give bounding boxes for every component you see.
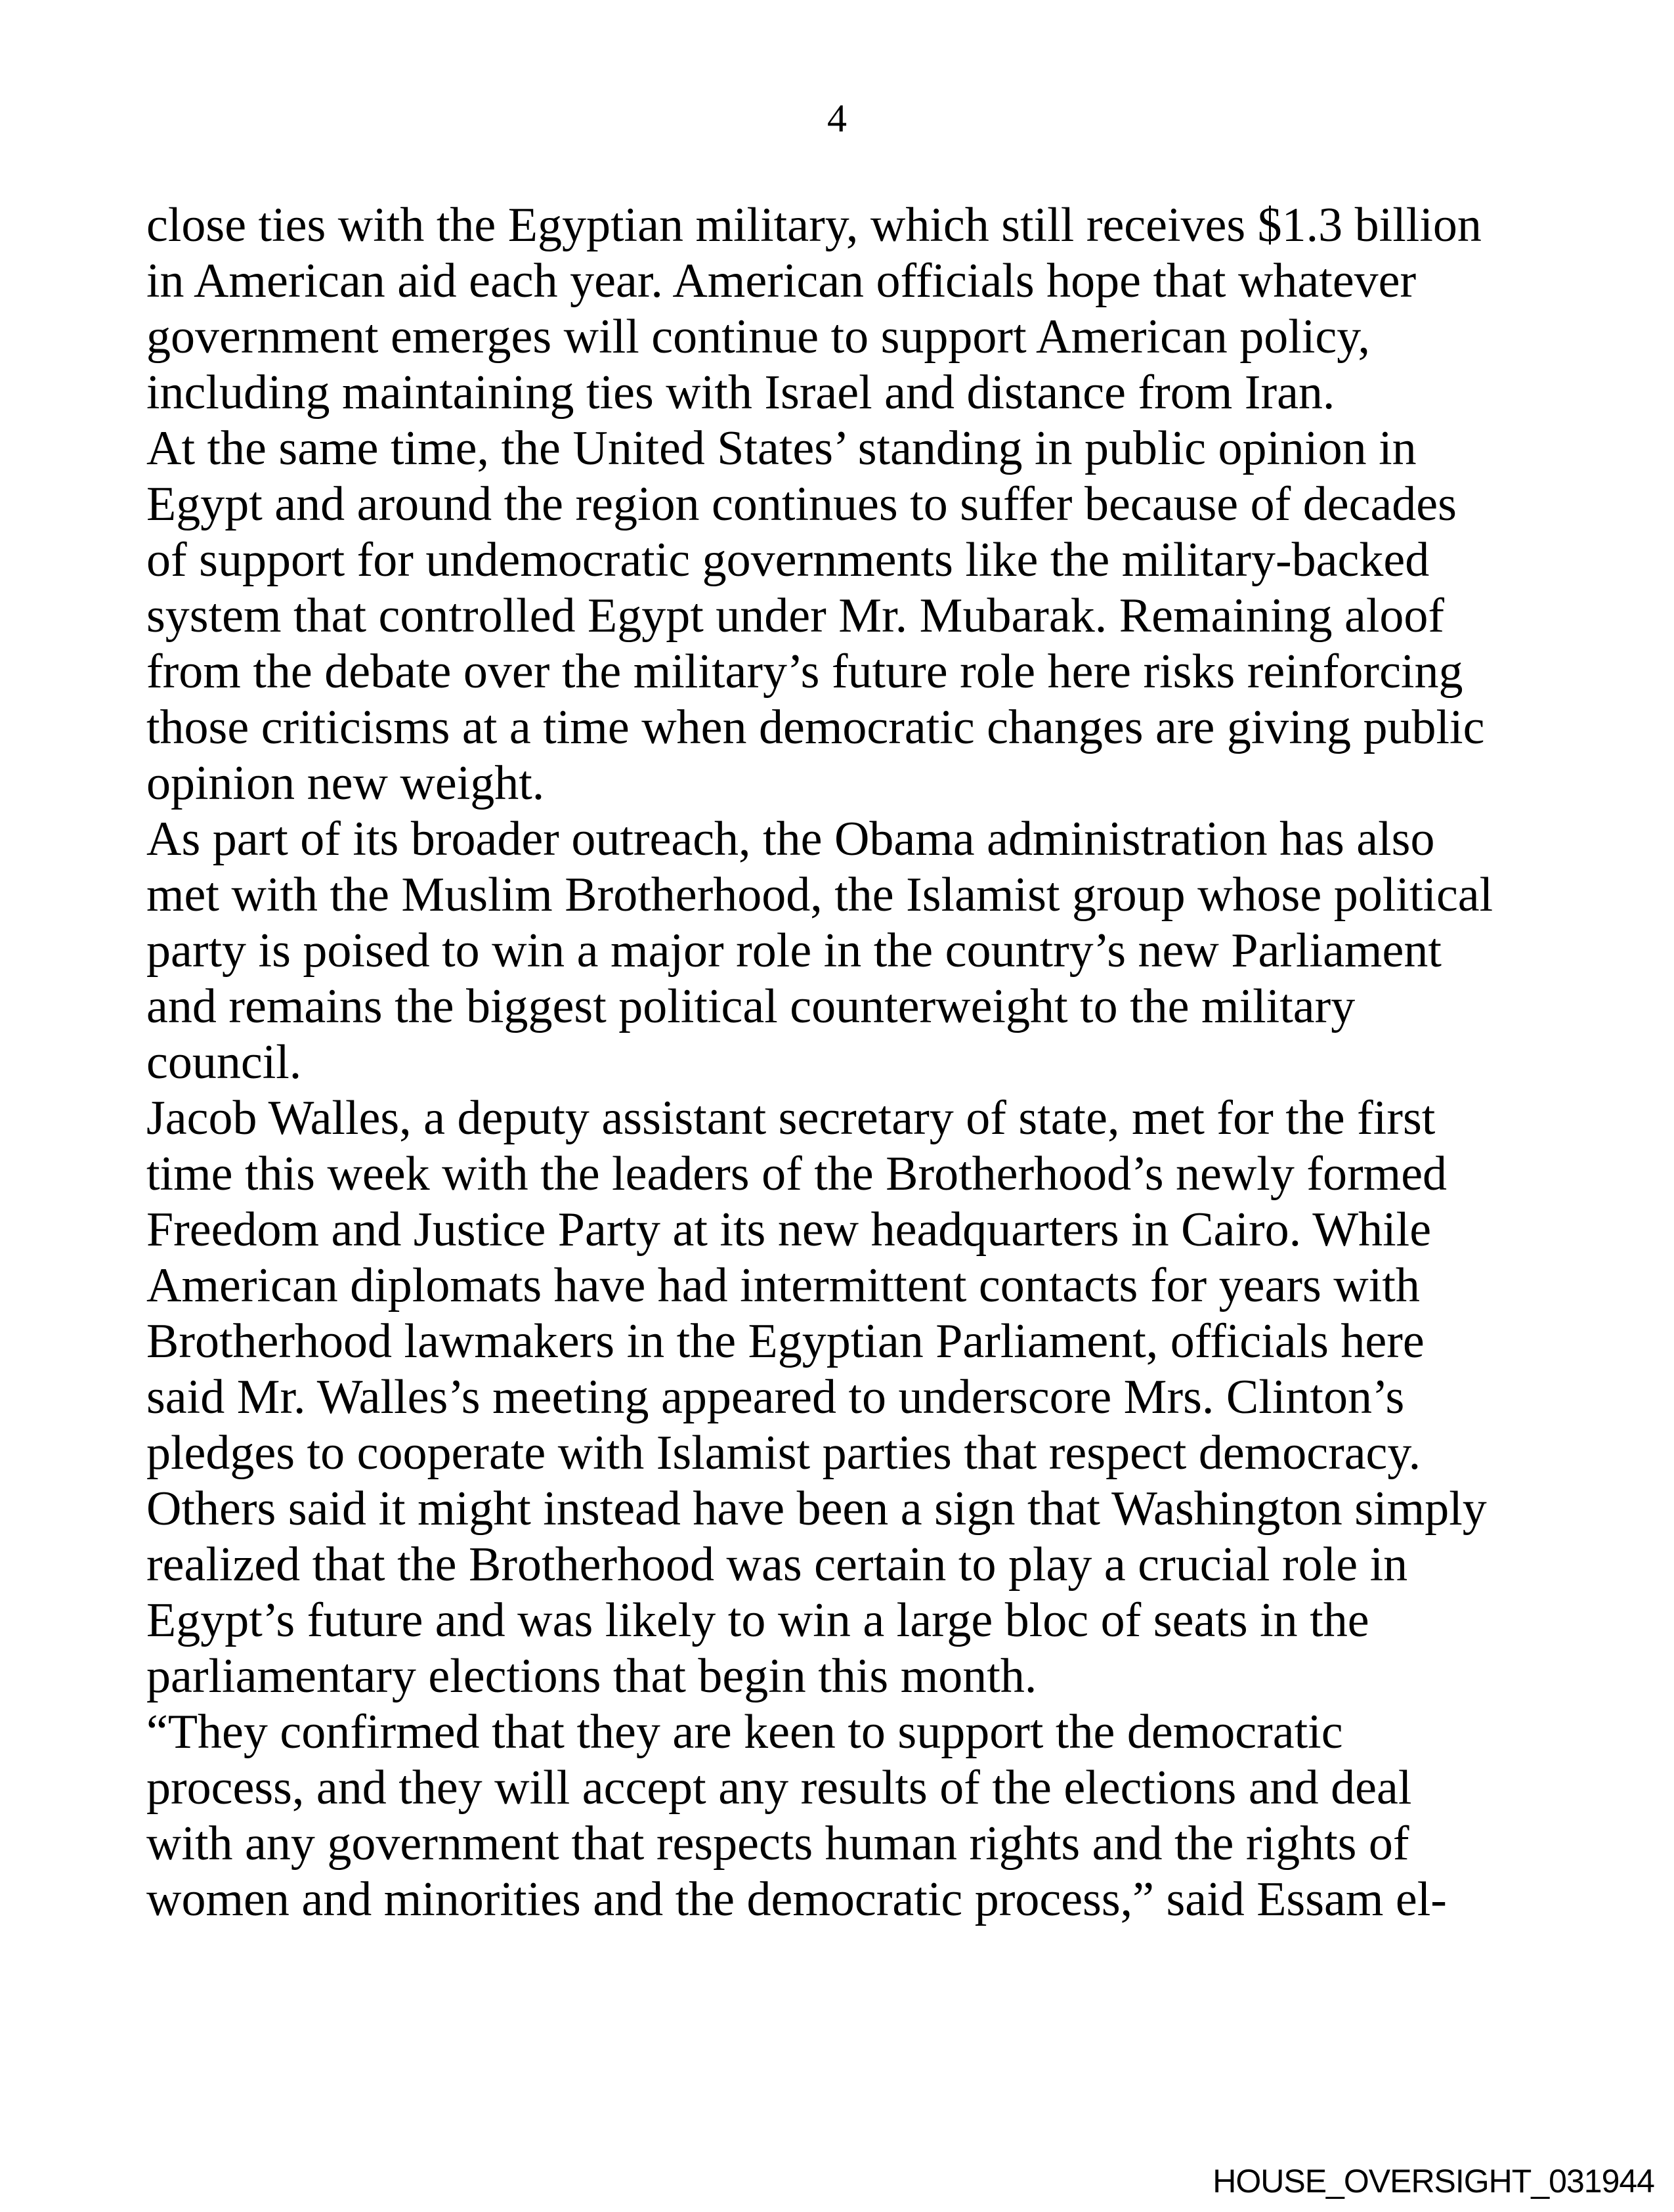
paragraph [146, 1091, 1564, 1704]
document-body [146, 198, 1564, 1928]
text-line: party is poised to win a major role in the country’s new Parliament [146, 924, 1442, 978]
text-line: parliamentary elections that begin this month. [146, 1649, 1037, 1703]
text-line: Brotherhood lawmakers in the Egyptian Parliament, officials here [146, 1314, 1425, 1368]
text-line: from the debate over the military’s future role here risks reinforcing [146, 645, 1463, 699]
text-line: of support for undemocratic governments like the military-backed [146, 533, 1430, 587]
text-line: Egypt and around the region continues to suffer because of decades [146, 477, 1457, 531]
text-line: American diplomats have had intermittent contacts for years with [146, 1259, 1420, 1312]
bates-number: HOUSE_OVERSIGHT_031944 [1213, 2163, 1654, 2200]
text-line: close ties with the Egyptian military, which still receives $1.3 billion [146, 198, 1482, 252]
page-number: 4 [827, 97, 847, 140]
text-line: “They confirmed that they are keen to support the democratic [146, 1705, 1343, 1759]
text-line: those criticisms at a time when democratic changes are giving public [146, 701, 1485, 754]
text-line: government emerges will continue to support American policy, [146, 310, 1370, 364]
text-line: said Mr. Walles’s meeting appeared to underscore Mrs. Clinton’s [146, 1370, 1405, 1424]
text-line: Jacob Walles, a deputy assistant secretary of state, met for the first [146, 1091, 1436, 1145]
text-line: women and minorities and the democratic process,” said Essam el- [146, 1873, 1447, 1926]
paragraph [146, 1704, 1564, 1928]
text-line: time this week with the leaders of the Brotherhood’s newly formed [146, 1147, 1448, 1201]
text-line: with any government that respects human rights and the rights of [146, 1817, 1409, 1871]
text-line: system that controlled Egypt under Mr. Mubarak. Remaining aloof [146, 589, 1445, 643]
paragraph [146, 812, 1564, 1091]
text-line: process, and they will accept any results of the elections and deal [146, 1761, 1412, 1815]
text-line: realized that the Brotherhood was certain to play a crucial role in [146, 1538, 1408, 1592]
text-line: in American aid each year. American officials hope that whatever [146, 254, 1417, 308]
text-line: Egypt’s future and was likely to win a large bloc of seats in the [146, 1594, 1369, 1647]
text-line: council. [146, 1035, 302, 1089]
text-line: and remains the biggest political counterweight to the military [146, 980, 1356, 1033]
text-line: At the same time, the United States’ standing in public opinion in [146, 422, 1417, 475]
text-line: As part of its broader outreach, the Obama administration has also [146, 812, 1435, 866]
text-line: opinion new weight. [146, 756, 545, 810]
text-line: pledges to cooperate with Islamist parties that respect democracy. [146, 1426, 1421, 1480]
paragraph [146, 198, 1564, 421]
text-line: including maintaining ties with Israel and distance from Iran. [146, 366, 1335, 420]
paragraph [146, 421, 1564, 812]
text-line: Others said it might instead have been a sign that Washington simply [146, 1482, 1487, 1536]
text-line: met with the Muslim Brotherhood, the Islamist group whose political [146, 868, 1493, 922]
text-line: Freedom and Justice Party at its new headquarters in Cairo. While [146, 1203, 1432, 1257]
